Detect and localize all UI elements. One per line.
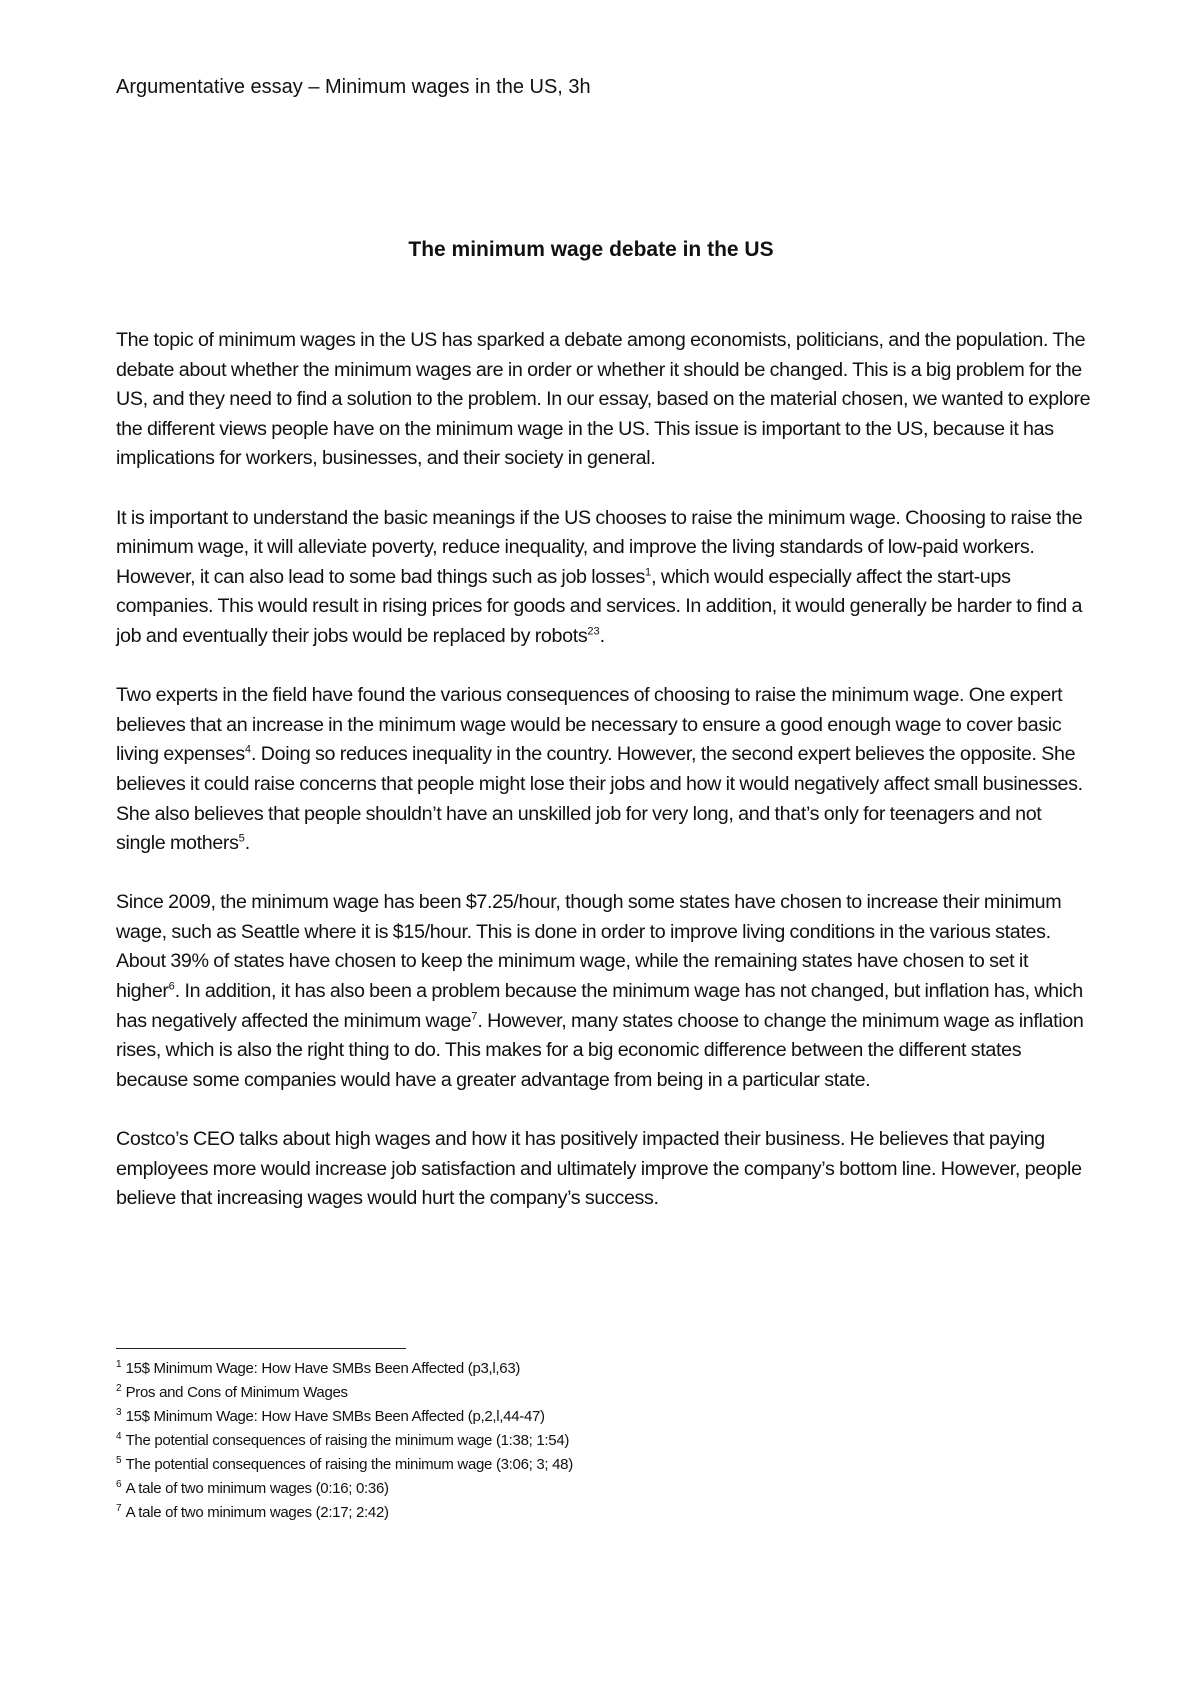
paragraph-text: Since 2009, the minimum wage has been $7.25/hour, though some states have chosen to increase their minimum wage, such as Seattle where it is $15/hour. This is done in order to improve living conditions in the various states. About 39% of states have chosen to keep the minimum wage, while the remaining states have chosen to set it higher [116, 891, 1062, 1003]
footnotes [116, 1357, 1016, 1525]
document-title: The minimum wage debate in the US [408, 238, 774, 261]
footnote-number: 6 [116, 1479, 122, 1490]
footnote-text: 15$ Minimum Wage: How Have SMBs Been Affected (p,2,l,44-47) [125, 1408, 545, 1425]
footnote-ref: 4 [244, 743, 251, 756]
footnote-text: 15$ Minimum Wage: How Have SMBs Been Affected (p3,l,63) [125, 1360, 521, 1377]
footnote-number: 7 [116, 1503, 122, 1514]
paragraph-introduction: The topic of minimum wages in the US has sparked a debate among economists, politicians, and the population. The debate about whether the minimum wages are in order or whether it should be changed. This is a big problem for the US, and they need to find a solution to the problem. In our essay, based on the material chosen, we wanted to explore the different views people have on the minimum wage in the US. This issue is important to the US, because it has implications for workers, businesses, and their society in general. [116, 329, 1091, 470]
footnote-number: 3 [116, 1407, 122, 1418]
paragraph-text: . [244, 832, 250, 855]
paragraph-text: . [599, 624, 605, 647]
paragraph-text: . However, many states choose to change the minimum wage as inflation rises, which is also the right thing to do. This makes for a big economic difference between the different states because some companies would have a greater advantage from being in a particular state. [116, 1009, 1084, 1091]
paragraph-text: . Doing so reduces inequality in the country. However, the second expert believes the opposite. She believes it could raise concerns that people might lose their jobs and how it would negatively affect small businesses. She also believes that people shouldn’t have an unskilled job for very long, and that’s only for teenagers and not single mothers [116, 743, 1083, 855]
footnote-ref: 5 [238, 832, 245, 845]
paragraph-since-2009 [116, 888, 1091, 1095]
footnote-item [116, 1477, 1016, 1501]
footnote-text: The potential consequences of raising the minimum wage (3:06; 3; 48) [125, 1456, 573, 1473]
footnote-item [116, 1357, 1016, 1381]
footnote-separator [116, 1348, 406, 1349]
document-header: Argumentative essay – Minimum wages in the US, 3h [116, 76, 591, 98]
footnote-number: 1 [116, 1359, 122, 1370]
paragraph-basic-meanings [116, 504, 1091, 652]
footnote-text: The potential consequences of raising the minimum wage (1:38; 1:54) [125, 1432, 570, 1449]
footnote-item [116, 1501, 1016, 1525]
footnote-number: 2 [116, 1383, 122, 1394]
footnote-item [116, 1381, 1016, 1405]
footnote-ref: 23 [587, 625, 600, 638]
paragraph-text: . In addition, it has also been a problem because the minimum wage has not changed, but inflation has, which has negatively affected the minimum wage [116, 980, 1083, 1032]
footnote-text: A tale of two minimum wages (2:17; 2:42) [125, 1504, 389, 1521]
footnote-item [116, 1429, 1016, 1453]
footnote-ref: 6 [168, 980, 175, 993]
essay-body [116, 326, 1091, 1214]
paragraph-experts [116, 681, 1091, 859]
footnote-ref: 7 [471, 1010, 478, 1023]
paragraph-text: Two experts in the field have found the various consequences of choosing to raise the minimum wage. One expert believes that an increase in the minimum wage would be necessary to ensure a good enough wage to cover basic living expenses [116, 684, 1063, 766]
footnote-ref: 1 [644, 566, 652, 579]
paragraph-text: It is important to understand the basic meanings if the US chooses to raise the minimum wage. Choosing to raise the minimum wage, it will alleviate poverty, reduce inequality, and improve the living standards of low-paid workers. However, it can also lead to some bad things such as job losses [116, 506, 1083, 588]
paragraph-costco: Costco’s CEO talks about high wages and how it has positively impacted their business. He believes that paying employees more would increase job satisfaction and ultimately improve the company’s bottom line. However, people believe that increasing wages would hurt the company’s success. [116, 1128, 1082, 1210]
paragraph-text: , which would especially affect the start-ups companies. This would result in rising prices for goods and services. In addition, it would generally be harder to find a job and eventually their jobs would be replaced by robots [116, 565, 1083, 647]
footnote-text: Pros and Cons of Minimum Wages [125, 1384, 348, 1401]
footnote-text: A tale of two minimum wages (0:16; 0:36) [125, 1480, 389, 1497]
footnote-number: 5 [116, 1455, 122, 1466]
footnote-number: 4 [116, 1431, 122, 1442]
footnote-item [116, 1453, 1016, 1477]
footnote-item [116, 1405, 1016, 1429]
